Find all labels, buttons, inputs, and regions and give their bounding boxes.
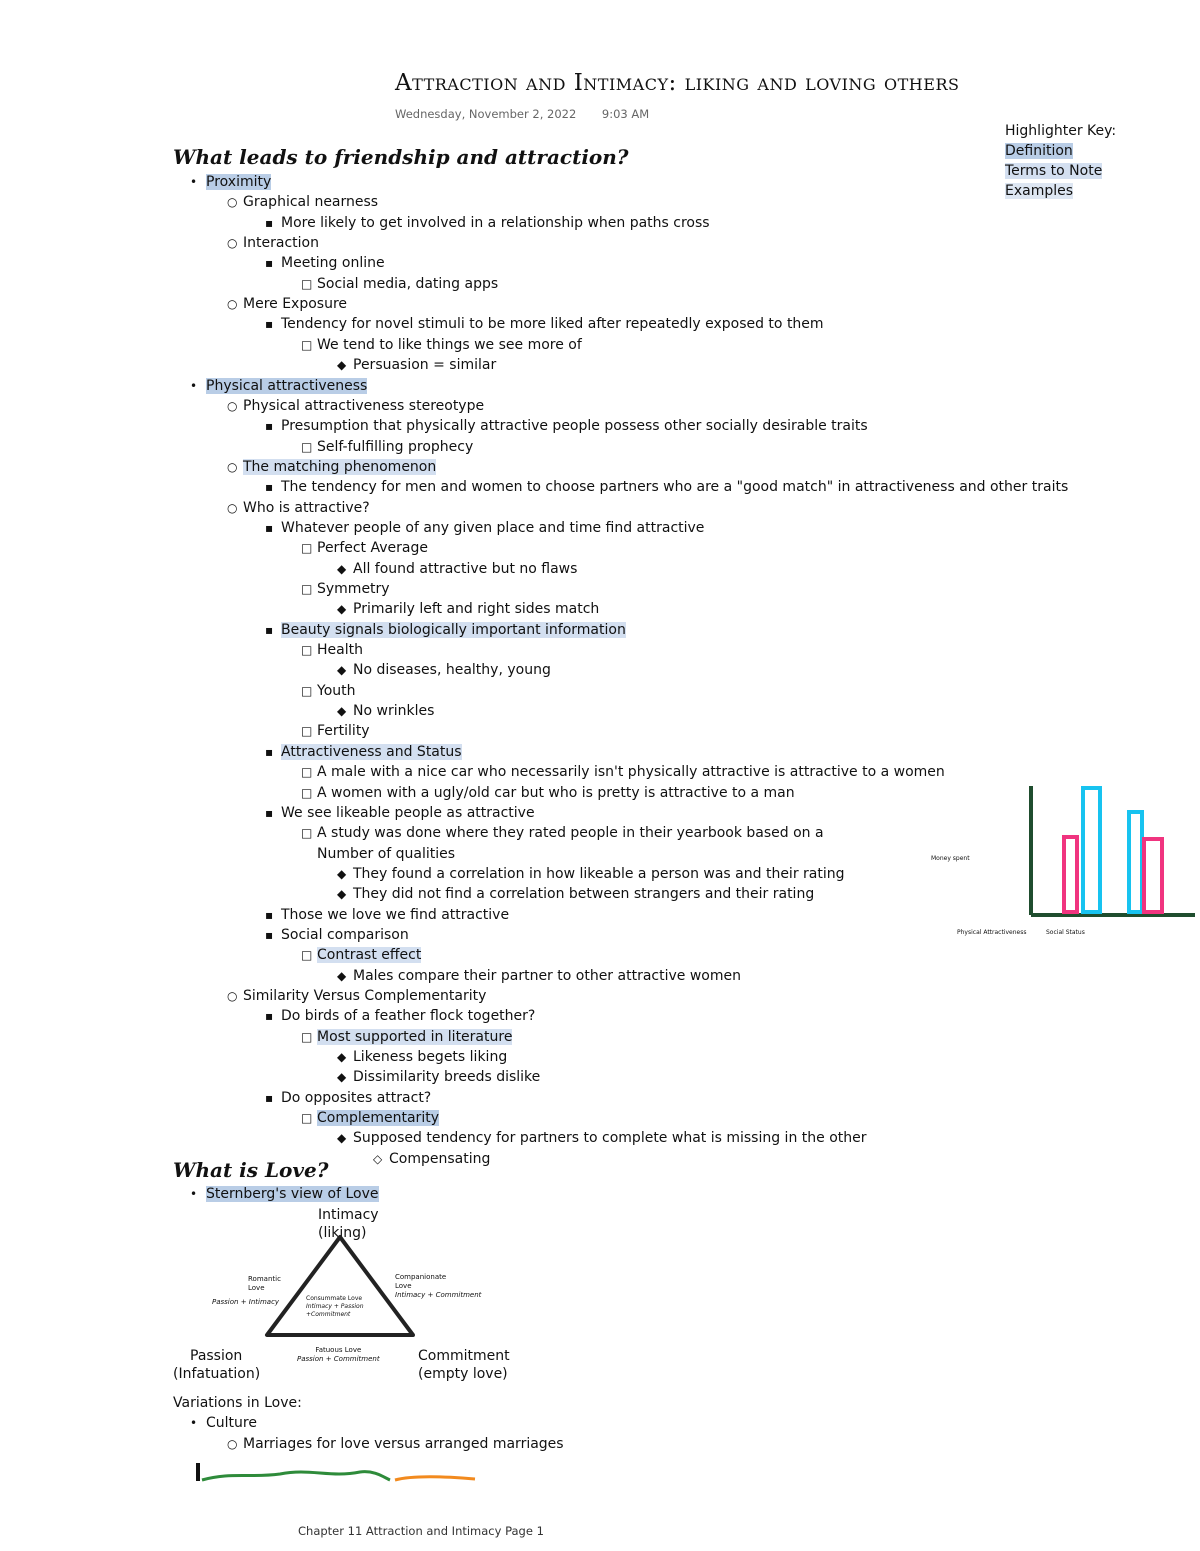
date-text: Wednesday, November 2, 2022 [395,107,577,121]
bullet-icon: ▪ [265,419,274,434]
bullet-icon: □ [301,1111,313,1126]
bullet-icon: □ [301,826,313,841]
bullet-icon: ◆ [337,866,347,881]
bullet-icon: ▪ [265,907,274,922]
bullet-icon: ◆ [337,1131,347,1146]
key-heading: Highlighter Key: [1005,123,1117,139]
bullet-icon: □ [301,1029,313,1044]
outline-line [265,479,1068,496]
page-title: Attraction and Intimacy: liking and loving others [395,70,960,96]
outline-text: Persuasion = similar [353,357,497,374]
outline-text: Do opposites attract? [281,1089,432,1106]
label-empty-love: (empty love) [418,1366,508,1382]
outline-text: Youth [317,682,356,699]
outline-line [337,357,496,374]
date-line [395,107,671,121]
bullet-icon: • [190,378,198,393]
outline-text: Presumption that physically attractive people possess other socially desirable traits [281,418,868,435]
outline-line [265,907,509,924]
outline-text: Social media, dating apps [317,275,499,292]
outline-line [337,601,599,618]
outline-text: Marriages for love versus arranged marriages [243,1436,564,1452]
bullet-icon: ◆ [337,1050,347,1065]
outline-line [190,174,271,191]
outline-line [301,337,582,354]
bullet-icon: ▪ [265,927,274,942]
bullet-icon: ▪ [265,1009,274,1024]
outline-text: Meeting online [281,255,385,272]
outline-text: Fertility [317,723,370,740]
outline-text: Males compare their partner to other attractive women [353,967,741,984]
outline-line [301,764,945,781]
outline-line [301,825,824,842]
bullet-icon: ◆ [337,602,347,617]
outline-text: Most supported in literature [317,1028,513,1045]
bullet-icon: □ [301,683,313,698]
outline-text: Proximity [206,174,272,190]
label-commitment: Commitment [418,1348,510,1364]
outline-text: Dissimilarity breeds dislike [353,1069,541,1086]
outline-line [301,723,370,740]
sketch-bar-cyan-2 [1129,812,1142,912]
key-definition: Definition [1005,143,1073,159]
outline-text: Perfect Average [317,540,428,557]
outline-line [265,1008,535,1025]
label-passion: Passion [190,1348,243,1364]
outline-text: A study was done where they rated people in their yearbook based on a [317,825,824,842]
bullet-icon: • [190,1187,198,1201]
outline-text: More likely to get involved in a relationship when paths cross [281,214,710,231]
bullet-icon: □ [301,765,313,780]
page-footer: Chapter 11 Attraction and Intimacy Page 1 [298,1524,544,1538]
heading-friendship: What leads to friendship and attraction? [173,145,629,169]
sketch-bar-cyan-1 [1083,788,1100,912]
variations-heading: Variations in Love: [173,1395,302,1411]
bullet-icon: □ [301,439,313,454]
bullet-icon: ▪ [265,1090,274,1105]
key-terms: Terms to Note [1005,163,1103,179]
bullet-icon: ○ [227,989,238,1003]
outline-line [373,1151,490,1168]
outline-line [301,540,428,557]
outline-line [265,520,704,537]
outline-text: The matching phenomenon [243,458,437,475]
bullet-icon: □ [301,785,313,800]
sketch-bar-pink-1 [1064,837,1077,912]
time-text: 9:03 AM [601,107,650,121]
bullet-icon: ◆ [337,968,347,983]
outline-line [337,1049,507,1066]
outline-line [227,1436,564,1453]
outline-text: All found attractive but no flaws [353,560,578,577]
outline-text: Beauty signals biologically important information [281,621,626,638]
outline-line [190,1415,257,1432]
bullet-icon: ◆ [337,663,347,678]
bullet-icon: ▪ [265,520,274,535]
outline-line [337,886,814,903]
outline-line [265,255,385,272]
outline-line [265,418,868,435]
bullet-icon: ○ [227,297,238,312]
outline-text: They found a correlation in how likeable a person was and their rating [353,865,845,882]
bullet-icon: ◇ [373,1151,383,1166]
outline-text: Physical attractiveness [206,377,368,394]
bullet-icon: ◆ [337,561,347,576]
scribble-green [202,1472,390,1480]
outline-text: Supposed tendency for partners to complete what is missing in the other [353,1130,867,1147]
outline-text: Contrast effect [317,947,422,964]
outline-text: A male with a nice car who necessarily isn't physically attractive is attractive to a women [317,764,945,781]
outline-line [337,1130,867,1147]
bullet-icon: □ [301,582,313,596]
outline-text: We tend to like things we see more of [317,336,582,353]
outline-line [227,500,370,517]
romantic-love-formula: Passion + Intimacy [212,1298,280,1306]
outline-line [190,378,367,395]
bullet-icon: ○ [227,398,238,413]
bullet-icon: ○ [227,195,238,210]
outline-line [265,316,824,333]
key-examples: Examples [1005,183,1074,199]
outline-text: Do birds of a feather flock together? [281,1008,536,1025]
outline-line [265,744,462,761]
label-intimacy: Intimacy [318,1207,379,1223]
highlighter-key [1005,121,1116,201]
outline-text: Complementarity [317,1110,439,1127]
sketch-xlabel-2: Social Status [1046,929,1085,936]
outline-text: We see likeable people as attractive [281,804,535,821]
sketch-bar-chart [1025,782,1197,922]
consummate-love-label: Consummate Love Intimacy + Passion +Commitment [306,1295,364,1318]
outline-text: Physical attractiveness stereotype [243,397,485,414]
bullet-icon: • [190,1416,198,1430]
outline-line [227,296,347,313]
outline-line [265,215,710,232]
bullet-icon: ○ [227,1437,238,1451]
outline-line [301,276,498,293]
bullet-icon: ○ [227,459,238,474]
outline-line [301,1029,512,1046]
bullet-icon: ○ [227,236,238,251]
outline-line [337,968,741,985]
outline-text: Self-fulfilling prophecy [317,438,474,455]
sketch-bar-pink-2 [1144,839,1162,912]
bullet-icon: ▪ [265,317,274,332]
outline-text: A women with a ugly/old car but who is pretty is attractive to a man [317,784,795,801]
outline-text: Primarily left and right sides match [353,601,600,618]
outline-text: Tendency for novel stimuli to be more liked after repeatedly exposed to them [281,316,824,333]
outline-line [337,561,577,578]
heading-love: What is Love? [173,1158,329,1182]
outline-text: Similarity Versus Complementarity [243,988,487,1004]
bullet-icon: □ [301,643,313,658]
label-infatuation: (Infatuation) [173,1366,261,1382]
companionate-love-label: Companionate Love Intimacy + Commitment [395,1273,482,1299]
fatuous-love-label: Fatuous Love Passion + Commitment [297,1346,380,1363]
bullet-icon: □ [301,948,313,963]
outline-text: Number of qualities [317,845,456,862]
bullet-icon: • [190,175,198,189]
triangle-right-label [418,1347,510,1383]
outline-text: Health [317,642,363,659]
outline-text: The tendency for men and women to choose partners who are a "good match" in attractiveness and other traits [281,479,1069,496]
outline-line [227,459,436,476]
outline-line [337,1069,540,1086]
outline-text: Mere Exposure [243,296,348,313]
bullet-icon: ▪ [265,480,274,495]
outline-line [301,947,421,964]
outline-text: Whatever people of any given place and time find attractive [281,519,705,536]
scribble-orange [395,1477,475,1480]
bullet-icon: ◆ [337,704,347,719]
bullet-icon: ▪ [265,805,274,820]
outline-text: Social comparison [281,926,409,943]
outline-line [301,581,390,598]
outline-text: Likeness begets liking [353,1049,508,1066]
bullet-icon: ◆ [337,887,347,902]
bullet-icon: □ [301,541,313,556]
outline-line [337,662,551,679]
outline-line [337,703,434,720]
outline-text: Graphical nearness [243,194,379,211]
outline-line [301,846,455,863]
outline-text: Those we love we find attractive [281,906,510,923]
label-liking: (liking) [318,1225,367,1241]
outline-line [265,622,626,639]
triangle-shape [267,1237,413,1335]
outline-text: Symmetry [317,581,390,597]
outline-line [265,805,535,822]
outline-text: Sternberg's view of Love [206,1186,379,1202]
outline-text: They did not find a correlation between strangers and their rating [353,886,815,903]
scribble-line [190,1460,490,1490]
bullet-icon: ▪ [265,256,274,271]
outline-line [301,683,356,700]
outline-text: No wrinkles [353,703,435,720]
outline-line [265,1090,431,1107]
outline-text: Compensating [389,1150,491,1167]
outline-line [301,785,795,802]
bullet-icon: □ [301,276,313,291]
bullet-icon: ◆ [337,358,347,373]
outline-line [227,398,484,415]
outline-line [265,927,409,944]
sketch-xlabel-1: Physical Attractiveness [957,929,1027,936]
bullet-icon: ▪ [265,622,274,637]
bullet-icon: □ [301,337,313,352]
bullet-icon: ○ [227,500,238,515]
outline-line [337,866,845,883]
romantic-love-label: Romantic Love [248,1275,281,1292]
outline-line [301,642,363,659]
bullet-icon: ▪ [265,744,274,759]
bullet-icon: ▪ [265,215,274,230]
bullet-icon: ◆ [337,1070,347,1085]
outline-line [190,1186,379,1203]
outline-text: Attractiveness and Status [281,743,462,760]
outline-line [301,439,473,456]
outline-text: No diseases, healthy, young [353,662,551,679]
outline-text: Interaction [243,235,319,252]
bullet-icon: □ [301,724,313,739]
outline-line [227,194,378,211]
outline-text: Who is attractive? [243,499,370,516]
outline-line [227,235,319,252]
triangle-left-label [173,1347,260,1383]
outline-text: Culture [206,1415,257,1431]
outline-line [301,1110,439,1127]
outline-line [227,988,486,1005]
sketch-ylabel: Money spent [931,855,970,862]
scribble-mark [196,1463,200,1481]
